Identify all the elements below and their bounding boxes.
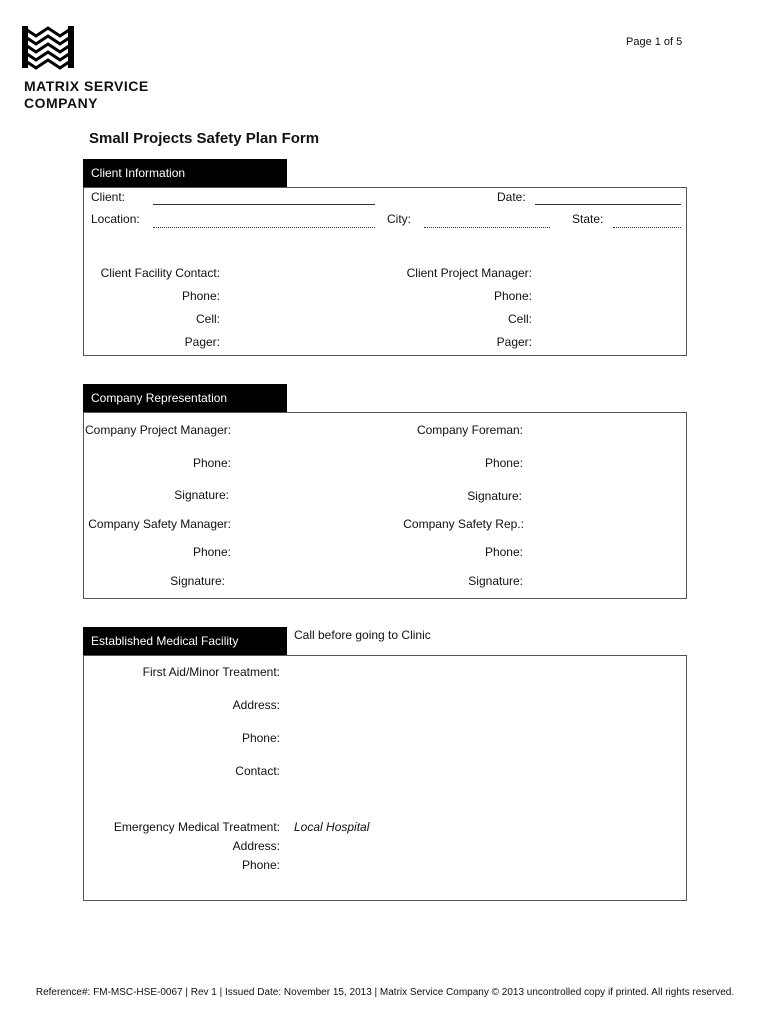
- client-information-tab: Client Information: [83, 159, 287, 187]
- client-project-manager-label: Client Project Manager:: [406, 266, 532, 280]
- emergency-treatment-label: Emergency Medical Treatment:: [113, 820, 280, 834]
- client-facility-phone-label: Phone:: [181, 289, 220, 303]
- company-representation-tab: Company Representation: [83, 384, 287, 412]
- company-foreman-phone-label: Phone:: [484, 456, 523, 470]
- form-title: Small Projects Safety Plan Form: [89, 130, 320, 147]
- emergency-phone-label: Phone:: [241, 858, 280, 872]
- medical-facility-tab: Established Medical Facility: [83, 627, 287, 655]
- first-aid-label: First Aid/Minor Treatment:: [142, 665, 280, 679]
- company-pm-phone-label: Phone:: [192, 456, 231, 470]
- page-indicator: Page 1 of 5: [626, 36, 683, 48]
- emergency-treatment-value: Local Hospital: [294, 820, 370, 834]
- matrix-logo-icon: [22, 22, 76, 70]
- state-field[interactable]: [613, 227, 681, 228]
- company-safety-manager-label: Company Safety Manager:: [88, 517, 231, 531]
- footer-reference: Reference#: FM-MSC-HSE-0067 | Rev 1 | Issued Date: November 15, 2013 | Matrix Service Company © 2013 uncontrolled copy if printed. All rights reserved.: [35, 987, 735, 998]
- company-pm-signature-label: Signature:: [174, 488, 229, 502]
- company-sr-signature-label: Signature:: [468, 574, 523, 588]
- company-sr-phone-label: Phone:: [484, 545, 523, 559]
- client-pm-cell-label: Cell:: [507, 312, 532, 326]
- date-label: Date:: [497, 190, 526, 204]
- client-pm-pager-label: Pager:: [496, 335, 532, 349]
- date-field[interactable]: [535, 204, 681, 205]
- first-aid-address-label: Address:: [232, 698, 280, 712]
- company-foreman-label: Company Foreman:: [416, 423, 523, 437]
- location-label: Location:: [91, 212, 140, 226]
- logo-line-1: MATRIX SERVICE: [24, 78, 149, 94]
- logo-line-2: COMPANY: [24, 95, 99, 111]
- client-facility-cell-label: Cell:: [195, 312, 220, 326]
- client-field[interactable]: [153, 204, 375, 205]
- first-aid-phone-label: Phone:: [241, 731, 280, 745]
- client-pm-phone-label: Phone:: [493, 289, 532, 303]
- medical-note: Call before going to Clinic: [294, 628, 431, 642]
- company-project-manager-label: Company Project Manager:: [85, 423, 232, 437]
- state-label: State:: [572, 212, 604, 226]
- city-field[interactable]: [424, 227, 550, 228]
- location-field[interactable]: [153, 227, 375, 228]
- client-facility-pager-label: Pager:: [184, 335, 220, 349]
- company-foreman-signature-label: Signature:: [467, 489, 522, 503]
- client-label: Client:: [91, 190, 126, 204]
- first-aid-contact-label: Contact:: [235, 764, 280, 778]
- client-facility-contact-label: Client Facility Contact:: [100, 266, 220, 280]
- company-safety-rep-label: Company Safety Rep.:: [403, 517, 524, 531]
- city-label: City:: [387, 212, 411, 226]
- company-sm-phone-label: Phone:: [192, 545, 231, 559]
- emergency-address-label: Address:: [232, 839, 280, 853]
- company-representation-section: [83, 412, 687, 599]
- company-sm-signature-label: Signature:: [170, 574, 225, 588]
